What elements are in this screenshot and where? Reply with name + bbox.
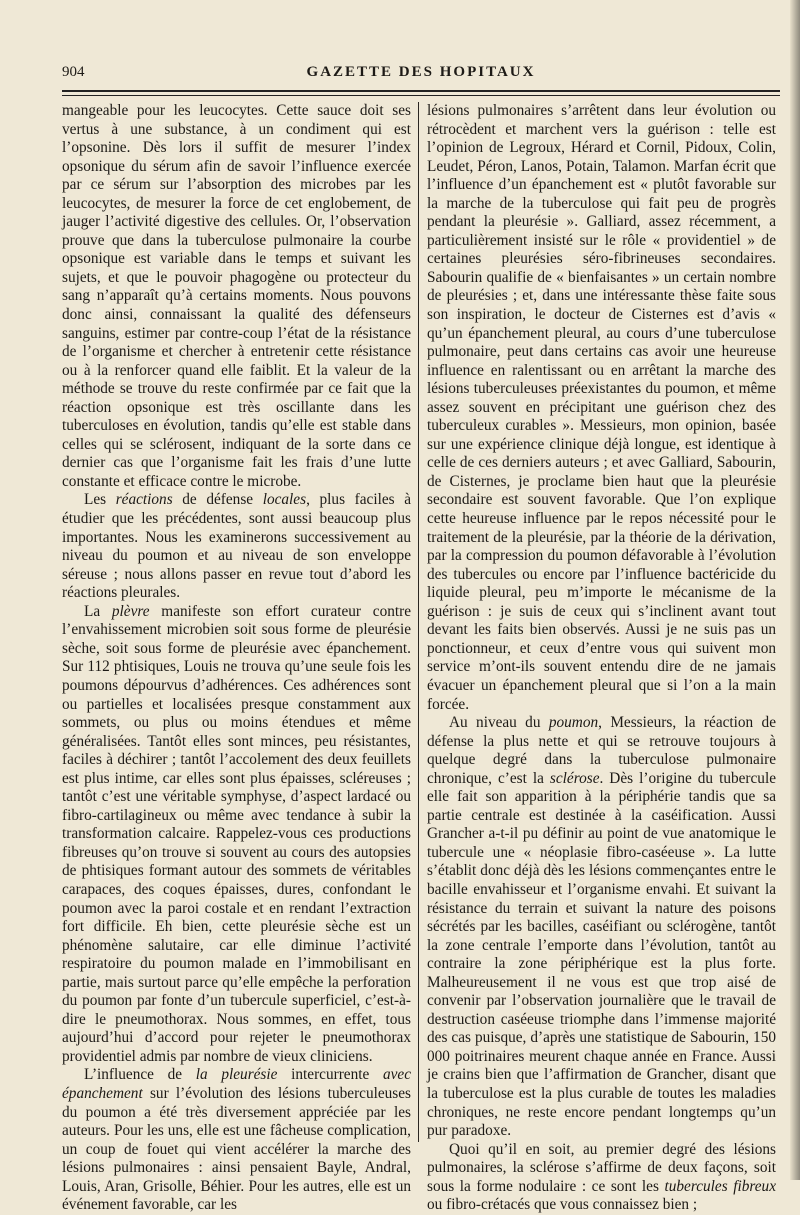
journal-title: GAZETTE DES HOPITAUX [306, 64, 536, 80]
paragraph-pleuresie-epanchement: L’influence de la pleurésie intercurrente avec épanchement sur l’évolution des lésions tuberculeuses du poumon a été très diversement appréciée par les auteurs. Pour les uns, elle est une fâcheuse complication, un coup de fouet qui vient accélérer la marche des lésions pulmonaires : ainsi pensaient Bayle, Andral, Louis, Aran, Grisolle, Béhier. Pour les autres, elle est un événement favorable, car les [62, 1066, 411, 1214]
page-edge-shadow [790, 0, 800, 1180]
column-divider [418, 102, 419, 1142]
paragraph-tubercules-fibreux: Quoi qu’il en soit, au premier degré des lésions pulmonaires, la sclérose s’affirme de deux façons, soit sous la forme nodulaire : ce sont les tubercules fibreux ou fibro-crétacés que vous connaissez bien ; [427, 1140, 776, 1214]
paragraph-opinions: lésions pulmonaires s’arrêtent dans leur évolution ou rétrocèdent et marchent vers la guérison : telle est l’opinion de Legroux, Hérard et Cornil, Pidoux, Colin, Leudet, Péron, Lanos, Potain, Talamon. Marfan écrit que l’influence d’un épanchement est « plutôt favorable sur la marche de la tuberculose qui fait peu de progrès pendant la pleurésie ». Galliard, assez récemment, a particulièrement insisté sur le rôle « providentiel » de certaines pleurésies séro-fibrineuses secondaires. Sabourin qualifie de « bienfaisantes » un certain nombre de pleurésies ; et, dans une intéressante thèse faite sous son inspiration, le docteur de Cisternes est d’avis « qu’un épanchement pleural, au cours d’une tuberculose pulmonaire, peut dans certains cas avoir une heureuse influence en ralentissant ou en arrêtant la marche des lésions tuberculeuses préexistantes du poumon, et même assez souvent en précipitant une guérison chez des tuberculeux curables ». Messieurs, mon opinion, basée sur une expérience clinique déjà longue, est identique à celle de ces derniers auteurs ; et avec Galliard, Sabourin, de Cisternes, je proclame bien haut que la pleurésie secondaire est souvent favorable. Que l’on explique cette heureuse influence par le repos nécessité pour le traitement de la pleurésie, par la théorie de la dérivation, par la compression du poumon défavorable à l’évolution des tubercules ou encore par l’influence bactéricide du liquide pleural, peu m’importe le mécanisme de la guérison : je suis de ceux qui s’inclinent avant tout devant les faits bien observés. Aussi je ne suis pas un ponctionneur, et ceux d’entre vous qui suivent mon service m’ont-ils souvent entendu dire de ne jamais évacuer un épanchement pleural que si l’on a la main forcée. [427, 102, 776, 713]
right-column [427, 102, 776, 1214]
page-number: 904 [62, 64, 85, 80]
paragraph-opsonine: mangeable pour les leucocytes. Cette sauce doit ses vertus à une substance, à un condiment qui est l’opsonine. Dès lors il suffit de mesurer l’index opsonique du sérum afin de savoir l’influence exercée par ce sérum sur l’absorption des microbes par les leucocytes, de mesurer la force de cet englobement, de jauger l’activité digestive des cellules. Or, l’observation prouve que dans la tuberculose pulmonaire la courbe opsonique est variable dans le temps et suivant les sujets, et que le pouvoir phagogène ou protecteur du sang n’apparaît qu’à certains moments. Nous pouvons donc ainsi, connaissant la qualité des défenseurs sanguins, estimer par contre-coup l’état de la résistance de l’organisme et chercher à entretenir cette résistance ou à la renforcer quand elle faiblit. Et la valeur de la méthode se trouve du reste confirmée par ce fait que la réaction opsonique est très oscillante dans les tuberculoses en évolution, tandis qu’elle est stable dans celles qui se sclérosent, indiquant de la sorte dans ce dernier cas que l’organisme fait les frais d’une lutte constante et efficace contre le microbe. [62, 102, 411, 490]
paragraph-poumon-sclerose: Au niveau du poumon, Messieurs, la réaction de défense la plus nette et qui se retrouve toujours à quelque degré dans la tuberculose pulmonaire chronique, c’est la sclérose. Dès l’origine du tubercule elle fait son apparition à la périphérie tandis que sa partie centrale est destinée à la caséification. Aussi Grancher a-t-il pu définir au point de vue anatomique le tubercule une « néoplasie fibro-caséeuse ». La lutte s’établit donc déjà dès les lésions commençantes entre le bacille envahisseur et l’organisme envahi. Et suivant la résistance du terrain et suivant la nature des poisons sécrétés par les bacilles, caséifiant ou sclérogène, tantôt la zone centrale l’emporte dans l’évolution, tantôt au contraire la zone périphérique est la plus forte. Malheureusement il ne vous est que trop aisé de convenir par l’observation journalière que le travail de destruction caséeuse triomphe dans l’immense majorité des cas puisque, d’après une statistique de Sabourin, 150 000 poitrinaires meurent chaque année en France. Aussi je crains bien que l’affirmation de Grancher, disant que la tuberculose est la plus curable de toutes les maladies chroniques, ne reste encore pendant longtemps qu’un pur paradoxe. [427, 714, 776, 1140]
paragraph-reactions-locales: Les réactions de défense locales, plus faciles à étudier que les précédentes, sont aussi beaucoup plus importantes. Nous les examinerons successivement au niveau du poumon et au niveau de son enveloppe séreuse ; nous allons passer en revue tout d’abord les réactions pleurales. [62, 491, 411, 602]
header-rule-thin [62, 95, 780, 96]
left-column [62, 102, 411, 1214]
paragraph-plevre: La plèvre manifeste son effort curateur contre l’envahissement microbien soit sous forme de pleurésie sèche, soit sous forme de pleurésie avec épanchement. Sur 112 phtisiques, Louis ne trouva qu’une seule fois les poumons dépourvus d’adhérences. Ces adhérences sont ou partielles et localisées presque constamment aux sommets, ou plus ou moins étendues et même généralisées. Tantôt elles sont minces, peu résistantes, faciles à déchirer ; tantôt l’accolement des deux feuillets est plus intime, car elles sont plus épaisses, scléreuses ; tantôt c’est une véritable symphyse, d’aspect lardacé ou fibro-cartilagineux ou même avec tendance à subir la transformation calcaire. Rappelez-vous ces productions fibreuses qu’on trouve si souvent au cours des autopsies de phtisiques formant autour des sommets de véritables carapaces, des coques épaisses, dures, confondant le poumon avec la paroi costale et en rendant l’extraction fort difficile. Eh bien, cette pleurésie sèche est un phénomène salutaire, car elle diminue l’activité respiratoire du poumon malade en l’immobilisant en partie, mais surtout parce qu’elle empêche la perforation du poumon par fonte d’un tubercule superficiel, c’est-à-dire le pneumothorax. Nous sommes, en effet, tous aujourd’hui d’accord pour rejeter le pneumothorax providentiel admis par nombre de vieux cliniciens. [62, 602, 411, 1065]
header-rule-thick [62, 90, 780, 92]
page-header [62, 64, 780, 86]
